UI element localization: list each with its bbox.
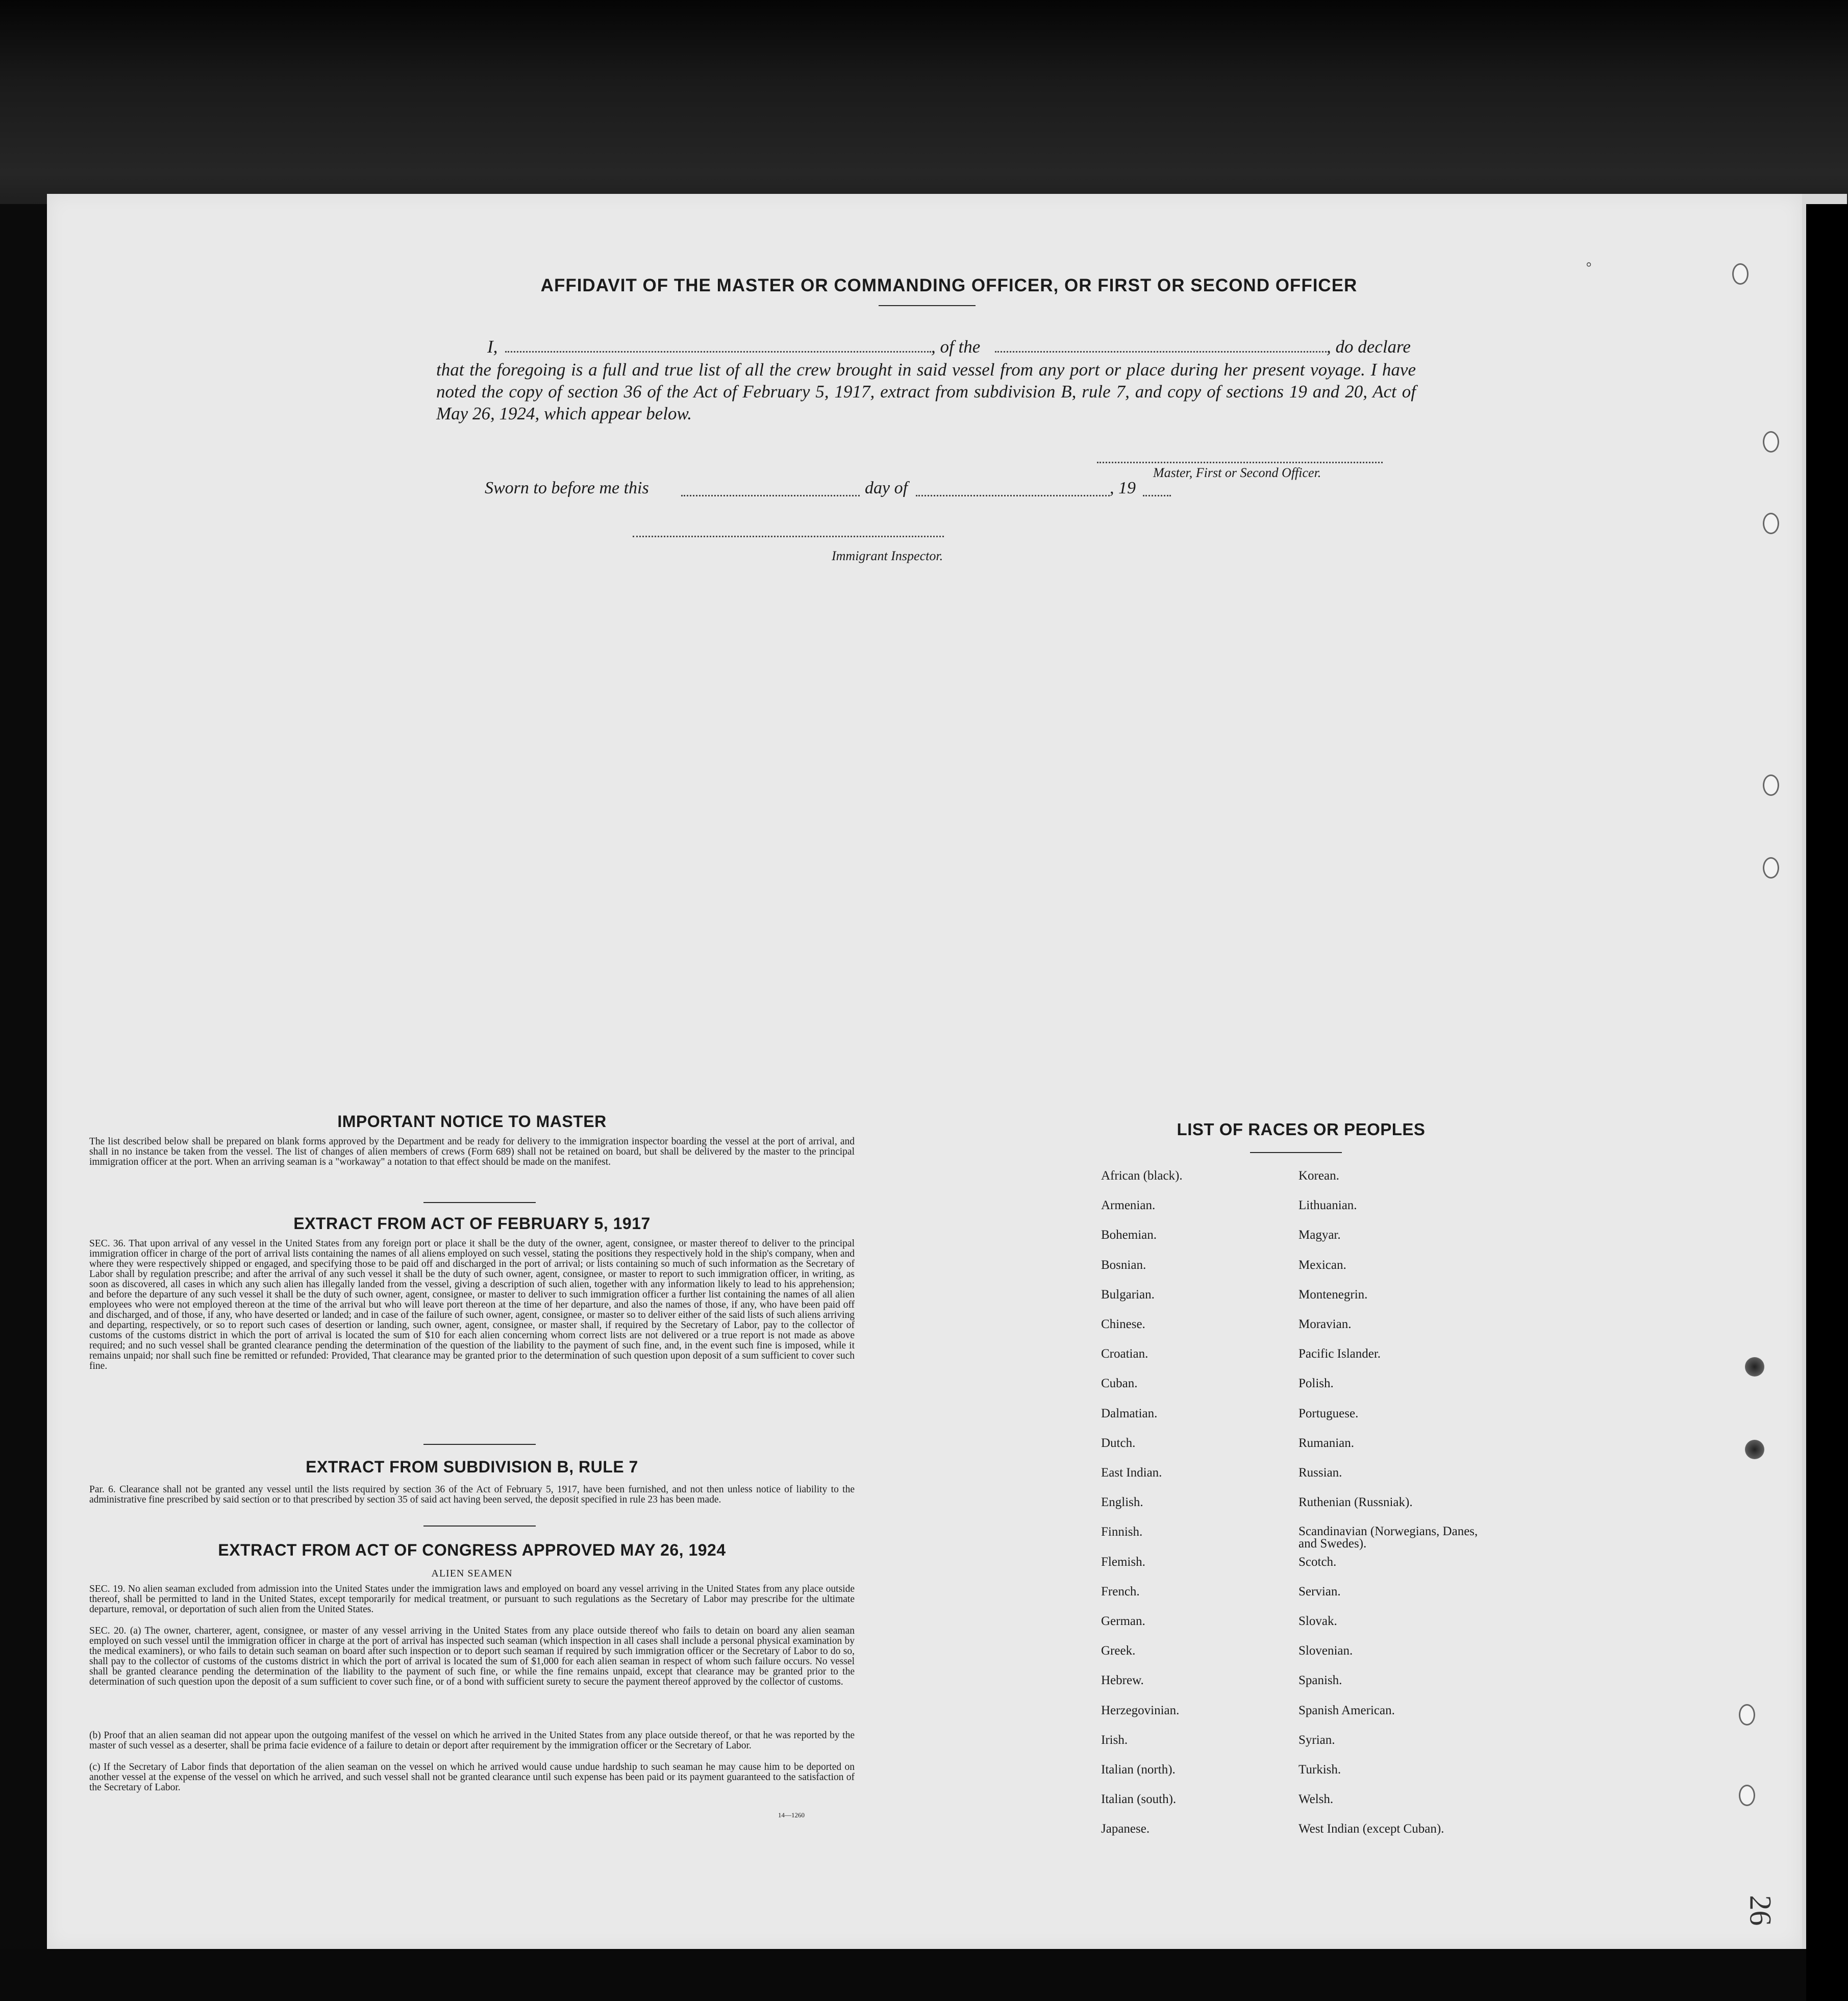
extract-1924-sec20c: (c) If the Secretary of Labor finds that deportation of the alien seaman on the vessel on which he arrived would cause undue hardship to such seaman he may cause him to be deported on another vessel at the expense of the vessel on which he arrived, and such vessel shall not be granted clearance until such expense has been paid or its payment guaranteed to the satisfaction of the Secretary of Labor. [89,1762,855,1793]
race-item: Flemish. [1101,1555,1145,1569]
notice-divider [423,1202,536,1203]
affidavit-of-the-label: , of the [931,337,981,357]
race-item: Ruthenian (Russniak). [1298,1495,1413,1510]
extract-1924-sec20b: (b) Proof that an alien seaman did not appear upon the outgoing manifest of the vessel on which he arrived in the United States from any place outside thereof, or that he was reported by the master of such vessel as a deserter, shall be prima facie evidence of a failure to detain or deport after requirement by the immigration officer or the Secretary of Labor. [89,1730,855,1751]
race-item: Scotch. [1298,1555,1337,1569]
day-of-label: day of [865,479,908,497]
race-item: Dutch. [1101,1436,1136,1450]
binder-hole [1732,263,1749,285]
sworn-year-blank[interactable] [1143,495,1171,496]
extract-rule7-divider [423,1525,536,1527]
binder-hole [1763,774,1779,796]
race-item: Magyar. [1298,1228,1341,1242]
race-item: Slovenian. [1298,1644,1353,1658]
extract-1924-sec20a: SEC. 20. (a) The owner, charterer, agent, consignee, or master of any vessel arriving in the United States from any place outside thereof who fails to detain on board any alien seaman employed on such vessel until the immigration officer in charge at the port of arrival has inspected such seaman (which inspection in all cases shall include a personal physical examination by the medical examiners), or who fails to detain such seaman on board after such inspection or to deport such seaman if required by such immigration officer or the Secretary of Labor to do so, shall pay to the collector of customs of the customs district in which the port of arrival is located the sum of $1,000 for each alien seaman in respect of whom such failure occurs. No vessel shall be granted clearance pending the determination of the liability to the payment of such fine, or while the fine remains unpaid, except that clearance may be granted prior to the determination of such question upon the deposit of a sum sufficient to cover such fine, or of a bond with sufficient surety to secure the payment thereof approved by the collector of customs. [89,1625,855,1687]
race-item: Greek. [1101,1644,1136,1658]
race-item: Pacific Islander. [1298,1347,1381,1361]
race-item: Chinese. [1101,1317,1145,1331]
extract-rule7-body: Par. 6. Clearance shall not be granted any vessel until the lists required by section 36 of the Act of February 5, 1917, have been furnished, and not then unless notice of liability to the administrative fine prescribed by said section or to that prescribed by section 35 of said act having been served, the deposit specified in rule 23 has been made. [89,1484,855,1505]
race-item: Spanish. [1298,1673,1342,1688]
race-item: Italian (north). [1101,1763,1176,1777]
form-number: 14—1260 [778,1811,805,1819]
margin-mark: ◦ [1586,255,1592,274]
vessel-blank[interactable] [995,351,1327,353]
binder-hole [1739,1785,1755,1806]
affidavit-i-label: I, [487,337,498,357]
scan-dark-background [0,0,1848,204]
extract-1917-divider [423,1444,536,1445]
race-item: English. [1101,1495,1143,1510]
race-item: Rumanian. [1298,1436,1355,1450]
race-item: Servian. [1298,1584,1341,1598]
signature-blank[interactable] [1097,462,1383,463]
binder-hole [1763,513,1779,534]
race-item: Armenian. [1101,1198,1156,1213]
inspector-blank[interactable] [633,536,944,537]
extract-1924-subtitle: ALIEN SEAMEN [431,1568,513,1579]
race-item: African (black). [1101,1169,1183,1183]
race-item: Mexican. [1298,1258,1346,1272]
notice-title: IMPORTANT NOTICE TO MASTER [337,1112,607,1131]
affidavit-do-declare-label: , do declare [1327,337,1411,357]
race-item: Bohemian. [1101,1228,1157,1242]
extract-rule7-title: EXTRACT FROM SUBDIVISION B, RULE 7 [306,1458,638,1476]
race-item: Bosnian. [1101,1258,1146,1272]
race-item: Croatian. [1101,1347,1148,1361]
race-item: Montenegrin. [1298,1287,1368,1302]
sworn-label: Sworn to before me this [485,479,649,497]
extract-1917-body: SEC. 36. That upon arrival of any vessel in the United States from any foreign port or place it shall be the duty of the owner, agent, consignee, or master thereof to deliver to the principal immigration officer in charge of the port of arrival lists containing the names of all aliens employed on such vessel, stating the positions they respectively hold in the ship's company, when and where they were respectively shipped or engaged, and specifying those to be paid off and discharged in the port of arrival; or lists containing so much of such information as the Secretary of Labor shall by regulation prescribe; and after the arrival of any such vessel it shall be the duty of such owner, agent, consignee, or master to report to such immigration officer, in writing, as soon as discovered, all cases in which any such alien has illegally landed from the vessel, giving a description of such alien, together with any information likely to lead to his apprehension; and before the departure of any such vessel it shall be the duty of such owner, agent, consignee, or master to deliver to such immigration officer a further list containing the names of all alien employees who were not employed thereon at the time of the arrival but who will leave port thereon at the time of her departure, and also the names of those, if any, who have been paid off and discharged, and of those, if any, who have deserted or landed; and in case of the failure of such owner, agent, consignee, or master so to deliver either of the said lists of such aliens arriving and departing, respectively, or so to report such cases of desertion or landing, such owner, agent, consignee, or master shall, if required by the Secretary of Labor, pay to the collector of customs of the customs district in which the port of arrival is located the sum of $10 for each alien concerning whom correct lists are not delivered or a true report is not made as above required; and no such vessel shall be granted clearance pending the determination of the question of the liability to the payment of such fine, and, in the event such fine is imposed, while it remains unpaid; nor shall such fine be remitted or refunded: Provided, That clearance may be granted prior to the determination of such question upon deposit of a sum sufficient to cover such fine. [89,1238,855,1371]
scan-bottom-border [0,1949,1848,2001]
race-item: East Indian. [1101,1466,1162,1480]
extract-1924-title: EXTRACT FROM ACT OF CONGRESS APPROVED MAY 26, 1924 [218,1541,726,1559]
binder-hole [1763,431,1779,453]
race-item: Russian. [1298,1466,1342,1480]
binder-hole [1739,1704,1755,1725]
extract-1917-title: EXTRACT FROM ACT OF FEBRUARY 5, 1917 [293,1214,651,1233]
sworn-day-blank[interactable] [681,495,860,496]
page-number: 26 [1743,1895,1778,1926]
binder-hole [1763,857,1779,879]
affidavit-body: that the foregoing is a full and true list of all the crew brought in said vessel from any port or place during her present voyage. I have noted the copy of section 36 of the Act of February 5, 1917, extract from subdivision B, rule 7, and copy of sections 19 and 20, Act of May 26, 1924, which appear below. [436,360,1416,423]
affidavit-title: AFFIDAVIT OF THE MASTER OR COMMANDING OFFICER, OR FIRST OR SECOND OFFICER [540,276,1358,295]
signature-label: Master, First or Second Officer. [1153,465,1321,480]
binder-hole-punched [1745,1440,1764,1459]
race-item: West Indian (except Cuban). [1298,1822,1444,1836]
title-underline [879,305,976,306]
year-prefix-label: , 19 [1110,479,1136,497]
race-item: Italian (south). [1101,1792,1177,1807]
race-item: Polish. [1298,1377,1334,1391]
scan-right-border [1806,204,1848,2001]
race-item: Scandinavian (Norwegians, Danes, and Swedes). [1298,1524,1478,1551]
inspector-label: Immigrant Inspector. [832,548,943,563]
race-item: Cuban. [1101,1377,1138,1391]
race-item: Dalmatian. [1101,1406,1158,1420]
races-title: LIST OF RACES OR PEOPLES [1177,1120,1426,1139]
race-item: Hebrew. [1101,1673,1144,1688]
race-item: Irish. [1101,1733,1128,1747]
race-item: Korean. [1298,1169,1339,1183]
sworn-month-blank[interactable] [916,495,1110,496]
race-item: Herzegovinian. [1101,1703,1180,1717]
name-blank[interactable] [505,351,931,353]
notice-body: The list described below shall be prepared on blank forms approved by the Department and be ready for delivery to the immigration inspector boarding the vessel at the port of arrival, and shall in no instance be taken from the vessel. The list of changes of alien members of crews (Form 689) shall not be retained on board, but shall be delivered by the master to the principal immigration officer at the port. When an arriving seaman is a "workaway" a notation to that effect should be made on the manifest. [89,1136,855,1167]
race-item: Spanish American. [1298,1703,1395,1717]
race-item: Portuguese. [1298,1406,1359,1420]
race-item: Welsh. [1298,1792,1334,1807]
races-divider [1250,1152,1342,1153]
race-item: German. [1101,1614,1145,1628]
race-item: Japanese. [1101,1822,1150,1836]
race-item: Turkish. [1298,1763,1341,1777]
race-item: Bulgarian. [1101,1287,1155,1302]
race-item: Finnish. [1101,1525,1143,1539]
extract-1924-sec19: SEC. 19. No alien seaman excluded from admission into the United States under the immigration laws and employed on board any vessel arriving in the United States from any place outside thereof, shall be permitted to land in the United States, except temporarily for medical treatment, or pursuant to such regulations as the Secretary of Labor may prescribe for the ultimate departure, removal, or deportation of such alien from the United States. [89,1584,855,1615]
race-item: Lithuanian. [1298,1198,1357,1213]
race-item: Moravian. [1298,1317,1352,1331]
binder-hole-punched [1745,1357,1764,1377]
race-item: Syrian. [1298,1733,1335,1747]
race-item: Slovak. [1298,1614,1337,1628]
race-item: French. [1101,1584,1140,1598]
